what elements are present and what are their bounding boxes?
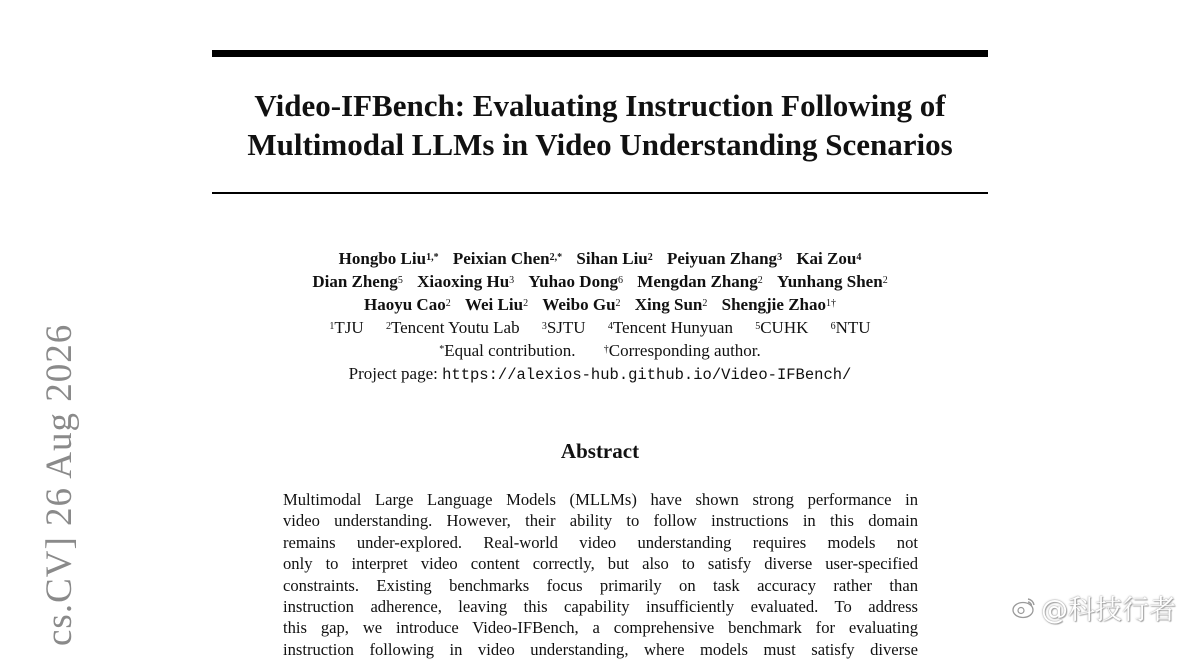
abstract-line: remains under-explored. Real-world video understanding requires models not — [283, 532, 918, 552]
author: Dian Zheng$^5$ — [312, 272, 403, 291]
affiliation: $^5$CUHK — [755, 318, 809, 337]
author-line — [200, 293, 1000, 316]
project-page-label: Project page: — [348, 364, 438, 383]
title-line: Multimodal LLMs in Video Understanding Scenarios — [247, 127, 953, 162]
abstract-text — [283, 489, 918, 660]
corresponding-author-note: †Corresponding author. — [603, 341, 761, 360]
paper-title — [180, 86, 1020, 164]
arxiv-side-stamp: cs.CV] 26 Aug 2026 — [39, 323, 80, 646]
author: Yunhang Shen$^2$ — [776, 272, 888, 291]
author: Xiaoxing Hu$^3$ — [417, 272, 515, 291]
equal-contribution-note: *Equal contribution. — [439, 341, 576, 360]
author: Hongbo Liu$^{1,*}$ — [338, 249, 439, 268]
affiliation-line — [200, 316, 1000, 339]
abstract-line: Multimodal Large Language Models (MLLMs) have shown strong performance in — [283, 490, 918, 509]
abstract-line: this gap, we introduce Video-IFBench, a comprehensive benchmark for evaluating — [283, 618, 918, 638]
author-line — [200, 247, 1000, 270]
project-page-link[interactable]: https://alexios-hub.github.io/Video-IFBench/ — [442, 366, 852, 384]
affiliation: $^2$Tencent Youtu Lab — [385, 318, 520, 337]
author: Kai Zou$^4$ — [796, 249, 862, 268]
affiliation: $^3$SJTU — [541, 318, 586, 337]
affiliation: $^1$TJU — [329, 318, 364, 337]
author: Wei Liu$^2$ — [464, 295, 529, 314]
affiliation: $^6$NTU — [830, 318, 871, 337]
author: Shengjie Zhao$^{1\dagger}$ — [721, 295, 836, 314]
author: Mengdan Zhang$^2$ — [637, 272, 763, 291]
author: Xing Sun$^2$ — [634, 295, 708, 314]
contribution-notes — [200, 339, 1000, 362]
abstract-line: video understanding. However, their ability to follow instructions in this domain — [283, 511, 918, 531]
abstract-heading: Abstract — [560, 439, 640, 463]
weibo-style-logo-icon — [1011, 595, 1037, 621]
author: Yuhao Dong$^6$ — [528, 272, 624, 291]
author-line — [200, 270, 1000, 293]
abstract-line: only to interpret video content correctly, but also to satisfy diverse user-specified — [283, 554, 918, 574]
author: Peiyuan Zhang$^3$ — [667, 249, 783, 268]
affiliation: $^4$Tencent Hunyuan — [607, 318, 733, 337]
title-bottom-rule — [212, 192, 988, 194]
abstract-line: instruction adherence, leaving this capability insufficiently evaluated. To address — [283, 597, 918, 617]
title-line: Video-IFBench: Evaluating Instruction Following of — [254, 88, 946, 123]
title-top-rule — [212, 50, 988, 57]
author-block — [200, 247, 1000, 387]
project-page-line — [200, 362, 1000, 387]
abstract-line: constraints. Existing benchmarks focus primarily on task accuracy rather than — [283, 575, 918, 595]
watermark — [1011, 588, 1176, 627]
author: Haoyu Cao$^2$ — [363, 295, 451, 314]
author: Peixian Chen$^{2,*}$ — [452, 249, 563, 268]
abstract-line: instruction following in video understanding, where models must satisfy diverse — [283, 639, 918, 659]
author: Sihan Liu$^2$ — [576, 249, 653, 268]
author: Weibo Gu$^2$ — [542, 295, 621, 314]
watermark-text: @科技行者 — [1041, 595, 1176, 626]
